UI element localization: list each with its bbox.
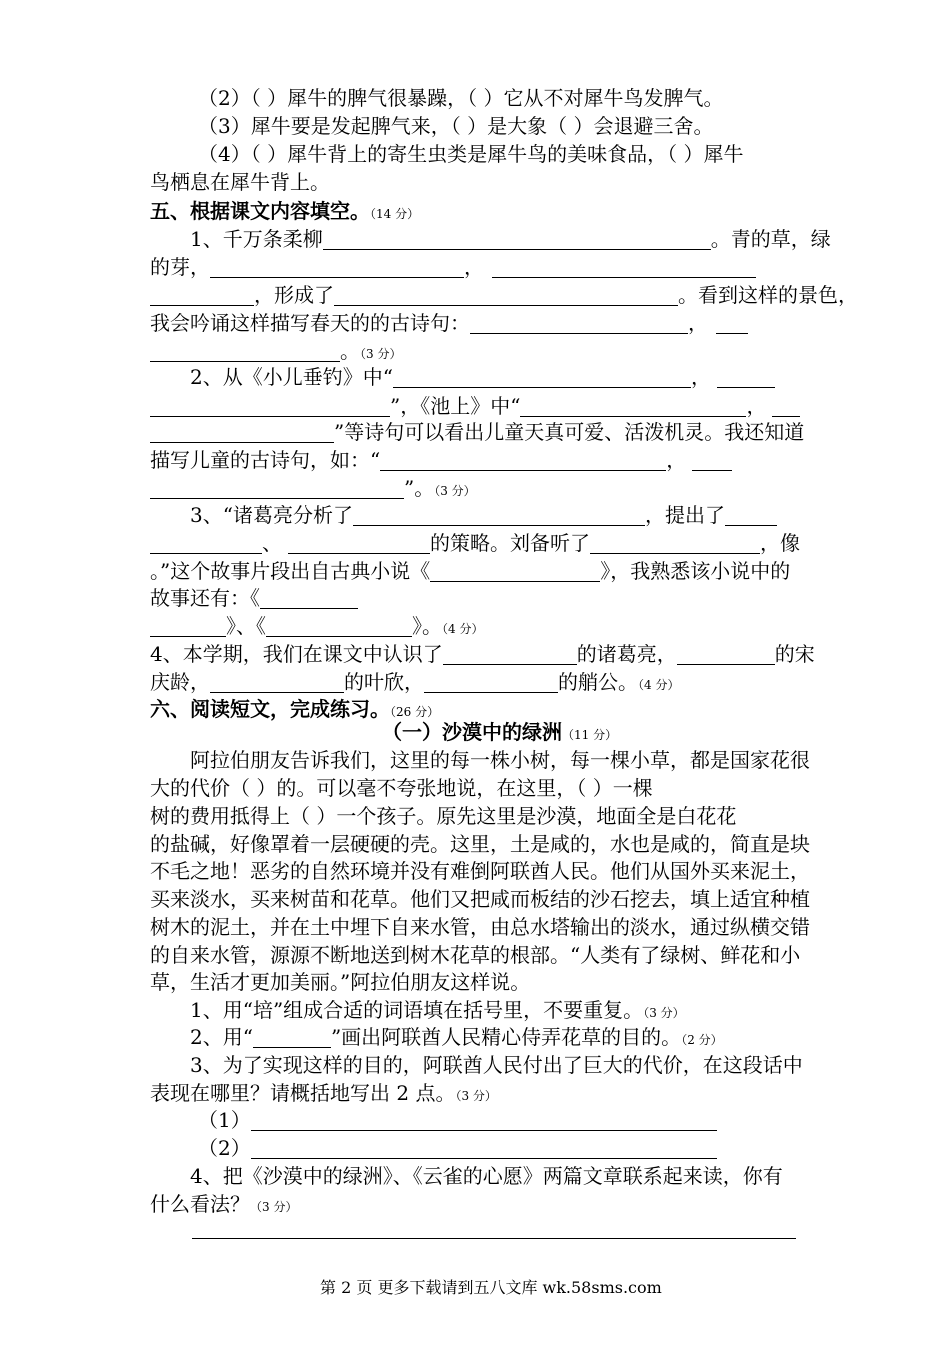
passage-line: 树木的泥土，并在土中埋下自来水管，由总水塔输出的淡水，通过纵横交错 (150, 915, 810, 939)
s5-q1-blank-1[interactable] (323, 229, 711, 250)
passage-line: 的盐碱，好像罩着一层硬硬的壳。这里，土是咸的，水也是咸的，简直是块 (150, 832, 810, 856)
s5-q2-blank-5[interactable] (772, 396, 800, 417)
s5-q1-blank-7[interactable] (716, 313, 748, 334)
s5-q1-blank-8[interactable] (150, 341, 340, 362)
s5-q4-blank-1[interactable] (443, 644, 577, 665)
s5-q3-text-a: 3、“诸葛亮分析了 (190, 503, 353, 527)
reading-q3-blank-1[interactable] (251, 1110, 717, 1131)
s5-q1-blank-6[interactable] (470, 313, 688, 334)
s5-q2-blank-2[interactable] (717, 367, 775, 388)
s5-q3-line-2 (150, 529, 800, 557)
reading-q3-text-b: 表现在哪里？请概括地写出 2 点。 (150, 1081, 456, 1105)
s5-q2-blank-7[interactable] (380, 450, 666, 471)
reading-q2-text-a: 2、用“ (190, 1025, 253, 1049)
s5-q3-blank-7[interactable] (260, 588, 358, 609)
s5-q2-blank-1[interactable] (393, 367, 691, 388)
s5-q3-blank-3[interactable] (150, 533, 262, 554)
s5-q1-text-h: ， (688, 311, 708, 335)
s5-q1-points: （3 分） (360, 347, 402, 361)
s5-q4-blank-2[interactable] (677, 644, 775, 665)
passage-points: （11 分） (562, 728, 618, 742)
s5-q4-blank-4[interactable] (424, 672, 558, 693)
s5-q2-text-a: 2、从《小儿垂钓》中“ (190, 365, 393, 389)
s5-q2-text-h: ”。 (404, 476, 435, 500)
s5-q1-line-2 (150, 253, 756, 281)
s5-q2-line-1 (190, 363, 775, 391)
section-5-points: （14 分） (370, 207, 420, 221)
s5-q1-line-3 (150, 281, 858, 309)
s5-q3-line-3 (150, 557, 790, 585)
reading-q4-answer-line[interactable] (192, 1238, 796, 1239)
s5-q3-blank-2[interactable] (725, 505, 777, 526)
reading-q3-label-1: （1） (198, 1108, 251, 1132)
reading-q3-points: （3 分） (455, 1089, 497, 1103)
s5-q2-line-2 (150, 392, 800, 420)
reading-q3-blank-2[interactable] (251, 1138, 717, 1159)
s5-q1-line-1 (190, 225, 831, 253)
reading-q1-points: （3 分） (643, 1006, 685, 1020)
reading-q4-line-1: 4、把《沙漠中的绿洲》、《云雀的心愿》两篇文章联系起来读，你有 (190, 1164, 783, 1188)
s5-q3-blank-5[interactable] (590, 533, 760, 554)
s5-q4-text-e: 的叶欣， (344, 670, 424, 694)
s5-q4-text-b: 的诸葛亮， (576, 642, 677, 666)
passage-line: 阿拉伯朋友告诉我们，这里的每一株小树，每一棵小草，都是国家花很 (190, 748, 810, 772)
s5-q1-text-f: 。看到这样的景色， (678, 283, 858, 307)
reading-q2 (190, 1023, 723, 1054)
reading-q4-points: （3 分） (250, 1200, 298, 1214)
s5-q2-line-3 (150, 418, 804, 446)
s5-q3-text-g: 》，我熟悉该小说中的 (600, 559, 791, 583)
s5-q2-points: （3 分） (434, 484, 476, 498)
s5-q2-text-d: ， (746, 394, 767, 418)
s5-q1-line-4 (150, 309, 748, 337)
s5-q1-text-g: 我会吟诵这样描写春天的的古诗句： (150, 311, 470, 335)
s5-q1-text-c: 的芽， (150, 255, 210, 279)
passage-line: 树的费用抵得上（ ）一个孩子。原先这里是沙漠，地面全是白花花 (150, 804, 737, 828)
s5-q4-text-a: 4、本学期，我们在课文中认识了 (150, 642, 443, 666)
s5-q3-text-c: 、 (262, 531, 282, 555)
s5-q2-blank-9[interactable] (150, 478, 404, 499)
s5-q3-blank-1[interactable] (353, 505, 645, 526)
passage-line: 草，生活才更加美丽。”阿拉伯朋友这样说。 (150, 970, 531, 994)
s5-q2-blank-3[interactable] (150, 396, 390, 417)
s5-q3-line-5 (150, 612, 483, 643)
s5-q3-text-e: ，像 (760, 531, 800, 555)
s5-q3-text-h: 故事还有：《 (150, 586, 260, 610)
s5-q1-blank-3[interactable] (492, 257, 756, 278)
reading-q2-points: （2 分） (681, 1033, 723, 1047)
s5-q2-text-f: 描写儿童的古诗句，如：“ (150, 448, 381, 472)
s5-q4-blank-3[interactable] (210, 672, 344, 693)
s5-q1-blank-5[interactable] (334, 285, 678, 306)
s5-q3-text-d: 的策略。刘备听了 (430, 531, 590, 555)
reading-q2-underline-sample (253, 1027, 331, 1048)
s5-q1-blank-4[interactable] (150, 285, 254, 306)
passage-line: 买来淡水，买来树苗和花草。他们又把咸而板结的沙石挖去，填上适宜种植 (150, 887, 810, 911)
passage-line: 大的代价（ ）的。可以毫不夸张地说，在这里，（ ）一棵 (150, 776, 653, 800)
s5-q3-text-f: 。”这个故事片段出自古典小说《 (150, 559, 431, 583)
q4-line-4: （4）（ ）犀牛背上的寄生虫类是犀牛鸟的美味食品，（ ）犀牛 (198, 142, 744, 166)
s5-q4-line-1 (150, 640, 815, 668)
reading-q3-line-1: 3、为了实现这样的目的，阿联酋人民付出了巨大的代价，在这段话中 (190, 1053, 803, 1077)
reading-q3-answer-1 (198, 1106, 717, 1134)
q4-line-4-cont: 鸟栖息在犀牛背上。 (150, 170, 330, 194)
passage-title-text: （一）沙漠中的绿洲 (382, 720, 562, 744)
s5-q3-blank-8[interactable] (150, 616, 226, 637)
passage-title (382, 718, 617, 749)
reading-q3-answer-2 (198, 1134, 717, 1162)
s5-q3-text-b: ，提出了 (644, 503, 725, 527)
s5-q3-blank-9[interactable] (266, 616, 412, 637)
reading-q1-text: 1、用“培”组成合适的词语填在括号里，不要重复。 (190, 998, 644, 1022)
section-5-title: 五、根据课文内容填空。 (150, 199, 370, 223)
s5-q4-text-d: 庆龄， (150, 670, 210, 694)
s5-q3-blank-6[interactable] (430, 561, 600, 582)
s5-q2-text-b: ， (690, 365, 711, 389)
s5-q1-text-a: 1、千万条柔柳 (190, 227, 323, 251)
s5-q3-line-1 (190, 501, 777, 529)
section-5-heading (150, 197, 419, 228)
reading-q4-line-2 (150, 1190, 297, 1221)
s5-q3-blank-4[interactable] (288, 533, 430, 554)
s5-q4-text-c: 的宋 (774, 642, 815, 666)
s5-q2-blank-6[interactable] (150, 422, 334, 443)
s5-q1-blank-2[interactable] (210, 257, 464, 278)
reading-q3-label-2: （2） (198, 1136, 251, 1160)
page-footer: 第 2 页 更多下载请到五八文库 wk.58sms.com (320, 1278, 662, 1297)
s5-q1-text-d: ， (464, 255, 484, 279)
s5-q1-text-i: 。 (340, 339, 360, 363)
section-6-points: （26 分） (390, 705, 440, 719)
q4-line-3: （3）犀牛要是发起脾气来，（ ）是大象（ ）会退避三舍。 (198, 114, 714, 138)
s5-q3-text-i: 》、《 (226, 614, 266, 638)
s5-q1-text-b: 。青的草，绿 (710, 227, 831, 251)
passage-line: 不毛之地！恶劣的自然环境并没有难倒阿联酋人民。他们从国外买来泥土， (150, 859, 810, 883)
s5-q3-text-j: 》。 (412, 614, 442, 638)
s5-q2-text-e: ”等诗句可以看出儿童天真可爱、活泼机灵。我还知道 (334, 420, 805, 444)
section-6-title: 六、阅读短文，完成练习。 (150, 697, 390, 721)
s5-q2-text-c: ”，《池上》中“ (390, 394, 521, 418)
reading-q4-text-b: 什么看法？ (150, 1192, 250, 1216)
reading-q2-text-b: ”画出阿联酋人民精心侍弄花草的目的。 (330, 1025, 682, 1049)
s5-q2-blank-4[interactable] (520, 396, 746, 417)
s5-q4-text-f: 的艄公。 (558, 670, 638, 694)
q4-line-2: （2）（ ）犀牛的脾气很暴躁，（ ）它从不对犀牛鸟发脾气。 (198, 86, 724, 110)
s5-q4-points: （4 分） (638, 678, 680, 692)
s5-q2-line-4 (150, 446, 732, 474)
s5-q1-text-e: ，形成了 (254, 283, 334, 307)
s5-q2-text-g: ， (666, 448, 687, 472)
passage-line: 的自来水管，源源不断地送到树木花草的根部。“人类有了绿树、鲜花和小 (150, 943, 801, 967)
s5-q2-blank-8[interactable] (692, 450, 732, 471)
s5-q3-points: （4 分） (442, 622, 484, 636)
s5-q3-line-4 (150, 584, 358, 612)
